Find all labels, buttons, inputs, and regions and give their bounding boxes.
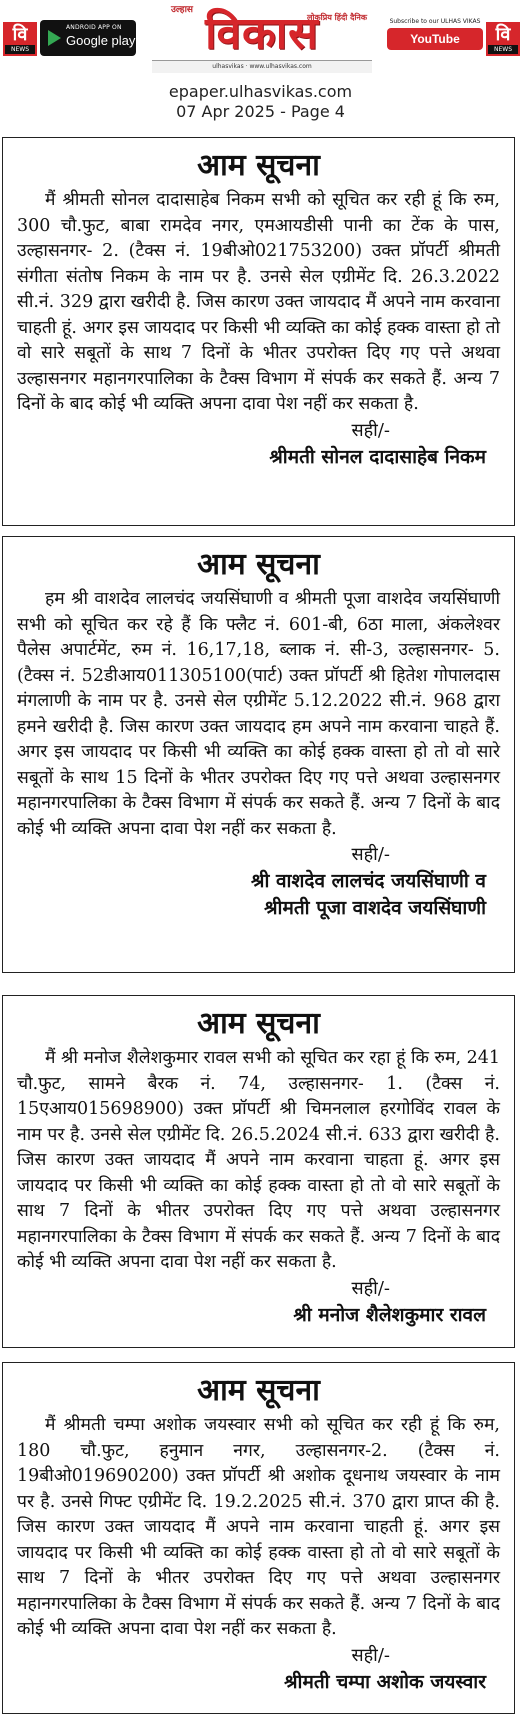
notice-signature: श्रीमती चम्पा अशोक जयस्वार [284, 1670, 486, 1693]
vikas-news-logo-icon-right[interactable] [486, 22, 520, 56]
public-notice-3 [2, 995, 515, 1348]
app-small-label: ANDROID APP ON [66, 24, 122, 31]
logo-name: विकास [205, 8, 319, 59]
newspaper-logo[interactable] [152, 0, 372, 72]
notice-signature-line-2: श्रीमती पूजा वाशदेव जयसिंघाणी [264, 897, 486, 919]
play-store-icon [48, 30, 61, 46]
epaper-site-link[interactable]: epaper.ulhasvikas.com [168, 82, 353, 101]
notice-title: आम सूचना [197, 1373, 320, 1408]
youtube-icon: YouTube Channel [387, 28, 483, 50]
notice-title: आम सूचना [197, 148, 320, 183]
notice-body: मैं श्री मनोज शैलेशकुमार रावल सभी को सूचित कर रहा हूं कि रुम, 241 चौ.फुट, सामने बैरक नं. 74, उल्हासनगर- 1. (टैक्स नं. 15एआय015698900) उक्त प्रॉपर्टी श्री चिमनलाल हरगोविंद रावल के नाम पर है. उनसे सेल एग्रीमेंट दि. 26.5.2024 सी.नं. 633 द्वारा खरीदी है. जिस कारण उक्त जायदाद मैं अपने नाम करवाना चाहता हूं. अगर इस जायदाद पर किसी भी व्यक्ति का कोई हक्क वास्ता हो तो वो सारे सबूतों के साथ 7 दिनों के भीतर उपरोक्त दिए गए पत्ते अथवा उल्हासनगर महानगरपालिका के टैक्स विभाग में संपर्क कर सकते हैं. अन्य 7 दिनों के बाद कोई भी व्यक्ति अपना दावा पेश नहीं कर सकता है. [17, 1048, 500, 1272]
yt-subscribe-text: Subscribe to our ULHAS VIKAS [389, 18, 481, 25]
vikas-news-logo-icon[interactable] [3, 22, 37, 56]
google-play-button[interactable] [40, 20, 136, 56]
public-notice-2 [2, 536, 515, 973]
badge-tag: NEWS [5, 45, 35, 54]
masthead [0, 0, 521, 80]
notice-body: हम श्री वाशदेव लालचंद जयसिंघाणी व श्रीमती पूजा वाशदेव जयसिंघाणी सभी को सूचित कर रहे हैं कि फ्लैट नं. 601-बी, 6ठा माला, अंकलेश्वर पैलेस अपार्टमेंट, रुम नं. 16,17,18, ब्लाक नं. सी-3, उल्हासनगर- 5. (टैक्स नं. 52डीआय011305100(पार्ट) उक्त प्रॉपर्टी श्री हितेश गोपालदास मंगलाणी के नाम पर है. उनसे सेल एग्रीमेंट 5.12.2022 सी.नं. 968 द्वारा हमने खरीदी है. जिस कारण उक्त जायदाद हम अपने नाम करवाना चाहते हैं. अगर इस जायदाद पर किसी भी व्यक्ति का कोई हक्क वास्ता हो तो वो सारे सबूतों के साथ 15 दिनों के भीतर उपरोक्त दिए गए पत्ते अथवा उल्हासनगर महानगरपालिका के टैक्स विभाग में संपर्क कर सकते हैं. अन्य 7 दिनों के बाद कोई भी व्यक्ति अपना दावा पेश नहीं कर सकता है. [17, 589, 500, 839]
notice-body: मैं श्रीमती चम्पा अशोक जयस्वार सभी को सूचित कर रही हूं कि रुम, 180 चौ.फुट, हनुमान नगर, उल्हासनगर-2. (टैक्स नं. 19बीओ019690200) उक्त प्रॉपर्टी श्री अशोक दूधनाथ जयस्वार के नाम पर है. उनसे गिफ्ट एग्रीमेंट दि. 19.2.2025 सी.नं. 370 द्वारा प्राप्त की है. जिस कारण उक्त जायदाद मैं अपने नाम करवाना चाहती हूं. अगर इस जायदाद पर किसी भी व्यक्ति का कोई हक्क वास्ता हो तो वो सारे सबूतों के साथ 7 दिनों के भीतर उपरोक्त दिए गए पत्ते अथवा उल्हासनगर महानगरपालिका के टैक्स विभाग में संपर्क कर सकते हैं. अन्य 7 दिनों के बाद कोई भी व्यक्ति अपना दावा पेश नहीं कर सकता है. [17, 1415, 500, 1639]
notice-signature: श्री मनोज शैलेशकुमार रावल [293, 1303, 486, 1326]
notice-sahi: सही/- [351, 844, 390, 865]
notice-body: मैं श्रीमती सोनल दादासाहेब निकम सभी को सूचित कर रही हूं कि रुम, 300 चौ.फुट, बाबा रामदेव नगर, एमआयडीसी पानी का टेंक के पास, उल्हासनगर- 2. (टैक्स नं. 19बीओ021753200) उक्त प्रॉपर्टी श्रीमती संगीता संतोष निकम के नाम पर है. उनसे सेल एग्रीमेंट दि. 26.3.2022 सी.नं. 329 द्वारा खरीदी है. जिस कारण उक्त जायदाद मैं अपने नाम करवाना चाहती हूं. अगर इस जायदाद पर किसी भी व्यक्ति का कोई हक्क वास्ता हो तो वो सारे सबूतों के साथ 7 दिनों के भीतर उपरोक्त दिए गए पत्ते अथवा उल्हासनगर महानगरपालिका के टैक्स विभाग में संपर्क कर सकते हैं. अन्य 7 दिनों के बाद कोई भी व्यक्ति अपना दावा पेश नहीं कर सकता है. [17, 190, 500, 414]
notice-sahi: सही/- [351, 1277, 390, 1299]
notice-sahi: सही/- [351, 419, 390, 441]
logo-tagline-left: उल्हास [170, 5, 193, 15]
notice-signature: श्रीमती सोनल दादासाहेब निकम [269, 445, 486, 468]
badge-tag-right: NEWS [488, 45, 518, 54]
app-big-label: Google play [66, 33, 136, 48]
notice-title: आम सूचना [197, 547, 320, 582]
notice-title: आम सूचना [197, 1006, 320, 1041]
edition-date-page: 07 Apr 2025 - Page 4 [176, 102, 345, 121]
notice-signature-line-1: श्री वाशदेव लालचंद जयसिंघाणी व [251, 870, 486, 892]
youtube-channel-button[interactable] [385, 18, 485, 68]
edition-info [0, 82, 521, 122]
logo-tagline-right: लोकप्रिय हिंदी दैनिक [306, 13, 368, 22]
public-notice-1 [2, 137, 515, 526]
badge-glyph-right: वि [495, 24, 511, 45]
notice-sahi: सही/- [351, 1644, 390, 1666]
public-notice-4 [2, 1362, 515, 1714]
badge-glyph: वि [12, 24, 28, 45]
logo-strip: ulhasvikas · www.ulhasvikas.com [152, 60, 372, 73]
